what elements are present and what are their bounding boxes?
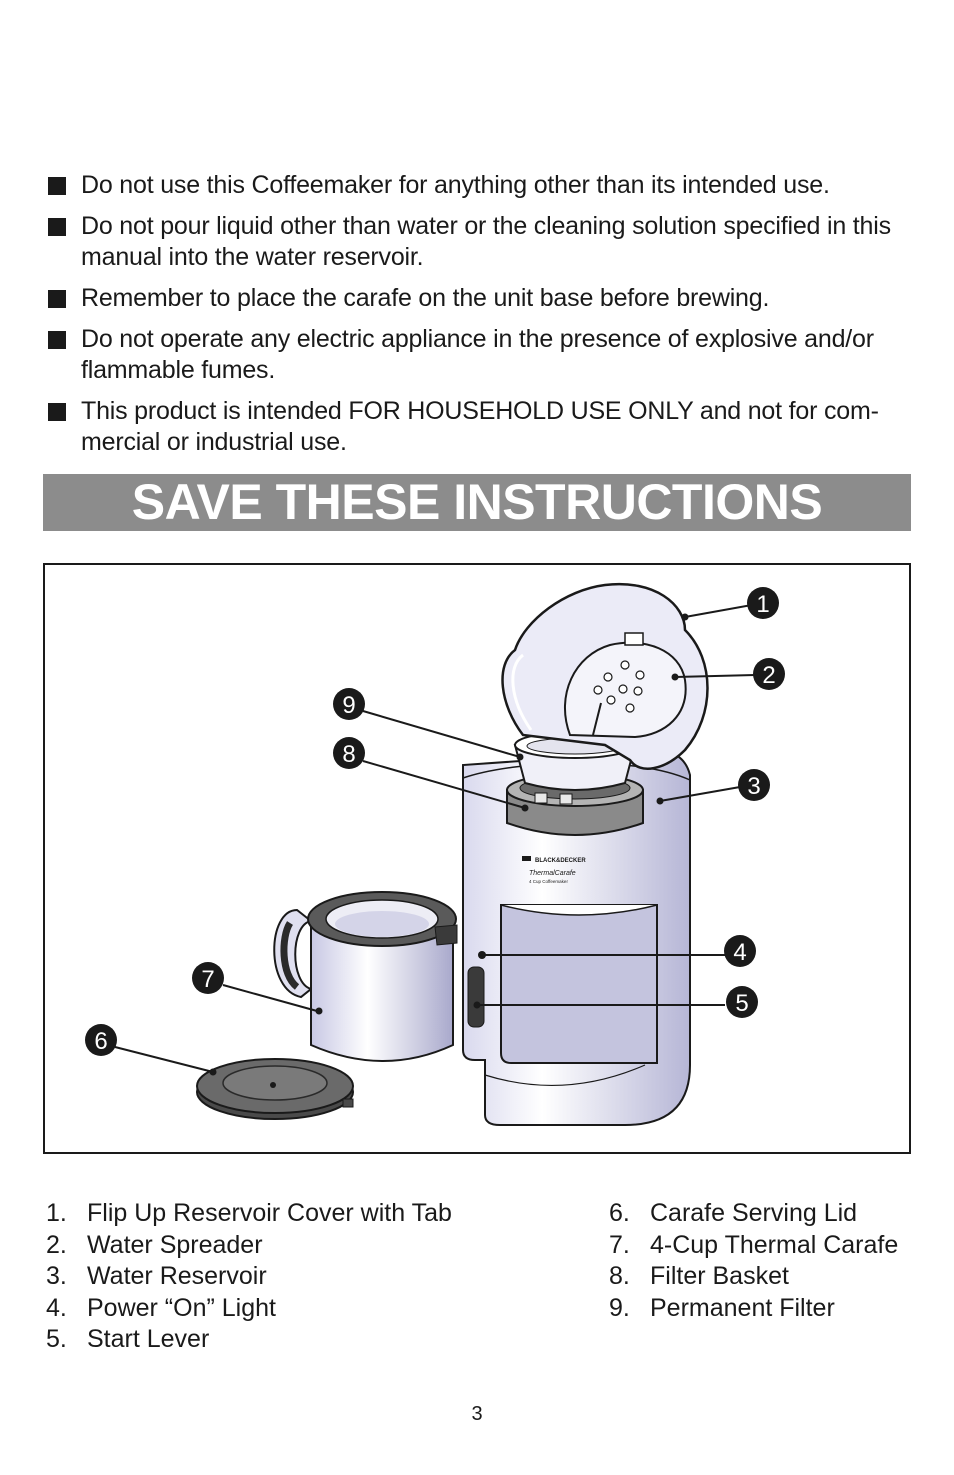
callout-5-number: 5 bbox=[735, 990, 749, 1017]
callout-2-number: 2 bbox=[762, 662, 776, 689]
parts-list-left bbox=[46, 1198, 452, 1356]
callout-4 bbox=[724, 935, 756, 967]
square-bullet-icon bbox=[48, 177, 66, 195]
part-number: 1. bbox=[46, 1199, 67, 1227]
square-bullet-icon bbox=[48, 290, 66, 308]
part-item bbox=[46, 1230, 452, 1262]
callout-9 bbox=[333, 688, 365, 720]
part-label: Permanent Filter bbox=[650, 1293, 835, 1322]
callout-3-number: 3 bbox=[747, 773, 761, 800]
part-item bbox=[609, 1261, 898, 1293]
bullet-item bbox=[48, 283, 908, 314]
part-item bbox=[46, 1324, 452, 1356]
parts-list-right bbox=[609, 1198, 898, 1324]
part-item bbox=[46, 1198, 452, 1230]
callout-7-number: 7 bbox=[201, 966, 215, 993]
part-label: Water Reservoir bbox=[87, 1262, 267, 1290]
callout-1-number: 1 bbox=[756, 591, 770, 618]
part-number: 6. bbox=[609, 1199, 630, 1227]
part-number: 9. bbox=[609, 1293, 630, 1322]
part-label: 4-Cup Thermal Carafe bbox=[650, 1230, 899, 1259]
square-bullet-icon bbox=[48, 218, 66, 236]
bullet-text: This product is intended FOR HOUSEHOLD USE ONLY and not for com-mercial or industrial use. bbox=[81, 397, 879, 456]
part-label: Water Spreader bbox=[87, 1230, 263, 1259]
callout-3 bbox=[738, 769, 770, 801]
safety-bullet-list bbox=[48, 170, 908, 468]
callout-8-number: 8 bbox=[342, 741, 356, 768]
bullet-item bbox=[48, 324, 908, 386]
model-sub-text: 4 Cup Coffeemaker bbox=[529, 879, 568, 884]
part-number: 3. bbox=[46, 1262, 67, 1290]
coffeemaker-illustration bbox=[45, 565, 909, 1152]
callout-9-number: 9 bbox=[342, 692, 356, 719]
part-number: 8. bbox=[609, 1262, 630, 1290]
callout-4-number: 4 bbox=[733, 939, 747, 966]
part-number: 4. bbox=[46, 1293, 67, 1322]
callout-2 bbox=[753, 658, 785, 690]
part-label: Flip Up Reservoir Cover with Tab bbox=[87, 1199, 452, 1227]
model-text: ThermalCarafe bbox=[529, 870, 576, 877]
save-instructions-banner: SAVE THESE INSTRUCTIONS bbox=[43, 474, 911, 531]
callout-1 bbox=[747, 587, 779, 619]
part-item bbox=[609, 1230, 898, 1262]
carafe-serving-lid bbox=[197, 1059, 353, 1119]
square-bullet-icon bbox=[48, 403, 66, 421]
bullet-item bbox=[48, 211, 908, 273]
callout-8 bbox=[333, 737, 365, 769]
part-item bbox=[46, 1293, 452, 1325]
callout-6-number: 6 bbox=[94, 1028, 108, 1055]
part-number: 2. bbox=[46, 1230, 67, 1259]
part-number: 7. bbox=[609, 1230, 630, 1259]
part-label: Carafe Serving Lid bbox=[650, 1199, 858, 1227]
thermal-carafe bbox=[274, 892, 457, 1061]
part-label: Start Lever bbox=[87, 1325, 210, 1353]
bullet-text: Do not pour liquid other than water or the cleaning solution specified in this manual into the water reservoir. bbox=[81, 212, 891, 271]
part-item bbox=[609, 1198, 898, 1230]
callout-5 bbox=[726, 986, 758, 1018]
bullet-text: Do not operate any electric appliance in the presence of explosive and/or flammable fumes. bbox=[81, 325, 874, 384]
bullet-item bbox=[48, 396, 908, 458]
coffeemaker-diagram bbox=[43, 563, 911, 1154]
part-label: Power “On” Light bbox=[87, 1293, 276, 1322]
callout-6 bbox=[85, 1024, 117, 1056]
part-item bbox=[46, 1261, 452, 1293]
part-label: Filter Basket bbox=[650, 1262, 789, 1290]
bullet-text: Do not use this Coffeemaker for anything other than its intended use. bbox=[81, 171, 830, 199]
part-number: 5. bbox=[46, 1325, 67, 1353]
part-item bbox=[609, 1293, 898, 1325]
callout-7 bbox=[192, 962, 224, 994]
bullet-text: Remember to place the carafe on the unit base before brewing. bbox=[81, 284, 770, 312]
brand-text: BLACK&DECKER bbox=[535, 858, 586, 864]
square-bullet-icon bbox=[48, 331, 66, 349]
bullet-item bbox=[48, 170, 908, 201]
page-number: 3 bbox=[471, 1403, 483, 1425]
